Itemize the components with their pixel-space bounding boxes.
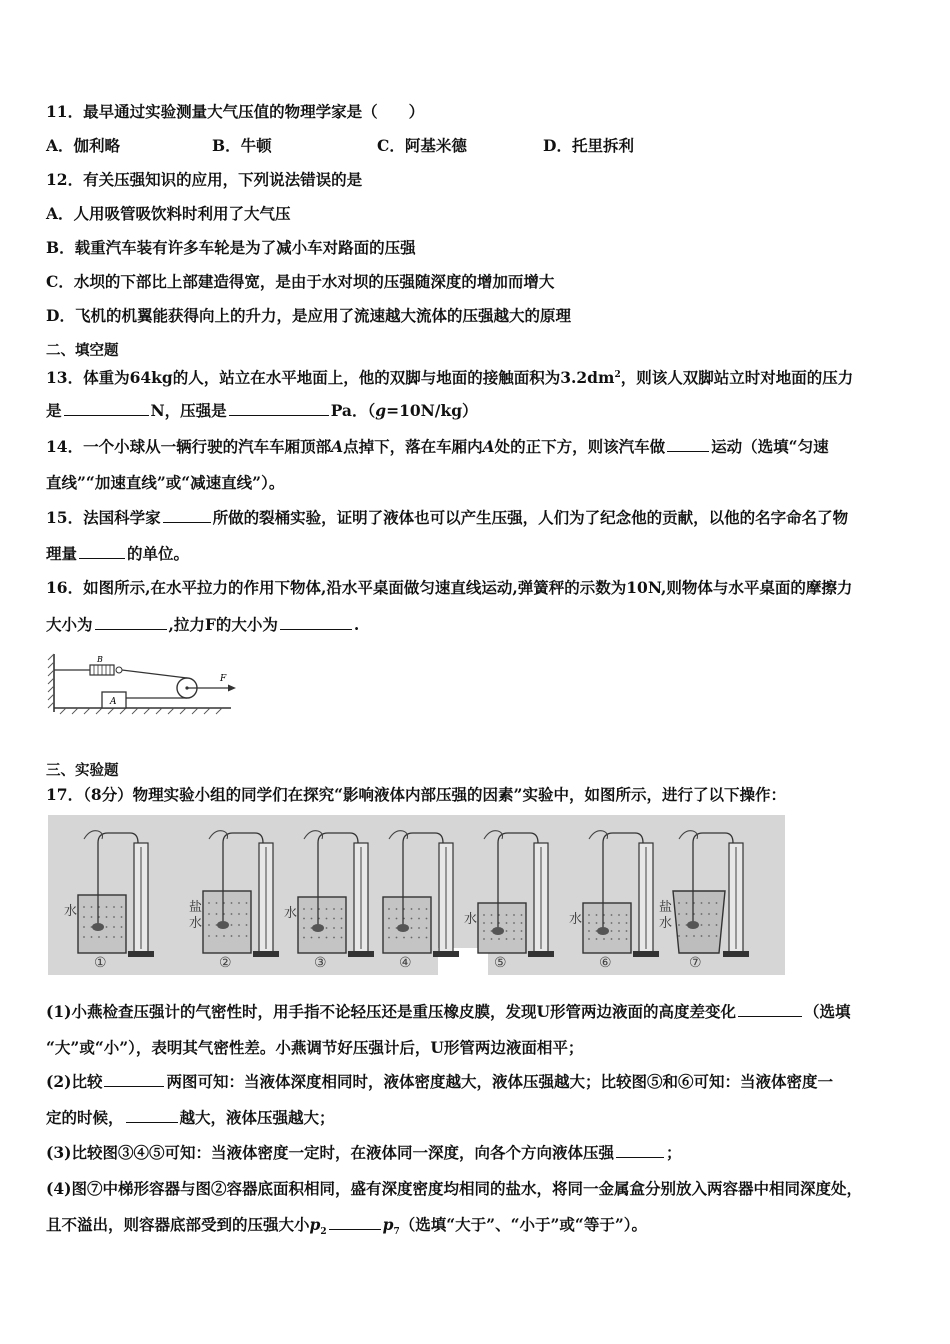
q17-part4-line1: (4)图⑦中梯形容器与图②容器底面积相同，盛有深度密度均相同的盐水，将同一金属盒分别放入两容器中相同深度处， [46,1179,862,1198]
probe-3 [312,924,324,932]
liquid-label-3: 水 [284,906,298,921]
probe-7 [687,921,699,929]
q16-text-a: 大小为 [46,615,93,634]
label-b: B [97,655,103,664]
section-fill-blank-heading: 二、填空题 [46,342,119,359]
liquid-label-7: 水 [659,916,673,931]
q17-p3-text-b: ； [665,1143,682,1162]
q12-stem: 12．有关压强知识的应用，下列说法错误的是 [46,170,363,189]
stand-base-6 [633,951,659,957]
q17-p2-text-a: (2)比较 [46,1072,103,1091]
figure-number-7: ⑦ [689,955,702,971]
q17-p7-symbol: p [382,1215,394,1234]
wall-hatch [48,654,54,708]
q17-pressure-experiment-figure [48,815,785,975]
q17-part3 [46,1142,681,1164]
q17-blank-factor[interactable] [126,1108,178,1123]
q14-text-b: 点掉下，落在车厢内 [343,437,483,456]
q16-text-c: . [353,615,360,634]
q17-stem: 17．（8分）物理实验小组的同学们在探究“影响液体内部压强的因素”实验中，如图所示，进行了以下操作： [46,785,786,804]
q13-text-f: =10N/kg） [386,401,478,420]
q17-blank-height-change[interactable] [738,1002,802,1017]
q12-option-d: D．飞机的机翼能获得向上的升力，是应用了流速越大流体的压强越大的原理 [46,306,571,325]
probe-5 [492,927,504,935]
liquid-label-1: 水 [64,904,78,919]
q15-text-c: 理量 [46,544,78,563]
q15-text-b: 所做的裂桶实验，证明了液体也可以产生压强，人们为了纪念他的贡献，以他的名字命名了物 [212,508,849,527]
q17-p1-text-a: (1)小燕检查压强计的气密性时，用手指不论轻压还是重压橡皮膜，发现U形管两边液面的高度差变化 [46,1002,736,1021]
figure-number-4: ④ [399,955,412,971]
figure-number-1: ① [94,955,107,971]
q14-text-d: 运动（选填“匀速 [711,437,829,456]
q17-p2-text-d: 越大，液体压强越大； [179,1108,335,1127]
q13-line1 [46,364,853,389]
q14-point-a1: A [331,437,344,456]
q11-option-d: D．托里拆利 [543,136,634,155]
q16-text-b: ,拉力F的大小为 [168,615,278,634]
q13-text-a: 13．体重为64kg的人，站立在水平地面上，他的双脚与地面的接触面积为3.2dm [46,368,615,388]
stand-base-3 [348,951,374,957]
container-4 [383,897,431,953]
q11-option-b: B．牛顿 [212,136,272,155]
q14-point-a2: A [482,437,495,456]
q13-line2 [46,400,478,422]
liquid-label-2: 盐 [189,900,203,915]
q13-sup: 2 [614,370,621,380]
stand-base-1 [128,951,154,957]
q15-blank-scientist[interactable] [163,508,211,523]
q13-blank-pressure[interactable] [229,401,329,416]
q17-p4-text-c: （选填“大于”、“小于”或“等于”）。 [399,1215,647,1234]
q17-p1-text-b: （选填 [803,1002,851,1021]
q16-blank-force[interactable] [280,615,352,630]
q16-blank-friction[interactable] [95,615,167,630]
q15-line1 [46,507,848,529]
force-arrow [228,685,236,692]
container-1 [78,895,126,953]
figure-number-3: ③ [314,955,327,971]
q17-p2-symbol: p [309,1215,321,1234]
stand-base-5 [528,951,554,957]
q17-p2-text-c: 定的时候， [46,1108,124,1127]
liquid-label-2: 水 [189,916,203,931]
label-a: A [110,697,117,707]
q12-option-c: C．水坝的下部比上部建造得宽，是由于水对坝的压强随深度的增加而增大 [46,272,555,291]
q17-part2-line2 [46,1107,335,1129]
q16-pulley-figure [46,650,246,716]
section-experiment-heading: 三、实验题 [46,762,119,779]
container-3 [298,897,346,953]
q13-text-e: Pa．（ [330,401,376,420]
q17-part2-line1 [46,1071,833,1093]
q17-p3-text-a: (3)比较图③④⑤可知：当液体密度一定时，在液体同一深度，向各个方向液体压强 [46,1143,614,1162]
q17-blank-compare[interactable] [329,1215,381,1230]
q17-blank-figures[interactable] [104,1072,164,1087]
q17-p2-text-b: 两图可知：当液体深度相同时，液体密度越大，液体压强越大；比较图⑤和⑥可知：当液体密度一 [166,1072,833,1091]
q17-p2-subscript: 2 [320,1227,327,1238]
probe-1 [92,923,104,931]
q15-text-a: 15．法国科学家 [46,508,161,527]
q16-line2 [46,614,359,636]
q17-part1-line1 [46,1001,851,1023]
q15-blank-quantity[interactable] [79,544,125,559]
q13-g-symbol: g [375,401,387,420]
liquid-label-5: 水 [464,912,478,927]
q17-part1-line2: “大”或“小”），表明其气密性差。小燕调节好压强计后，U形管两边液面相平； [46,1038,584,1057]
q17-part4-line2 [46,1214,647,1243]
q17-p7-subscript: 7 [393,1227,400,1238]
stand-base-2 [253,951,279,957]
figure-number-2: ② [219,955,232,971]
q15-line2 [46,543,189,565]
q14-text-c: 处的正下方，则该汽车做 [494,437,666,456]
probe-6 [597,927,609,935]
q13-blank-force[interactable] [64,401,149,416]
q16-line1: 16．如图所示,在水平拉力的作用下物体,沿水平桌面做匀速直线运动,弹簧秤的示数为10N,则物体与水平桌面的摩擦力 [46,578,853,597]
q17-p4-text-b: 且不溢出，则容器底部受到的压强大小 [46,1215,310,1234]
q12-option-a: A．人用吸管吸饮料时利用了大气压 [46,204,291,223]
q17-blank-directions[interactable] [616,1143,664,1158]
q11-stem: 11．最早通过实验测量大气压值的物理学家是（ ） [46,102,425,121]
q14-text-a: 14．一个小球从一辆行驶的汽车车厢顶部 [46,437,332,456]
probe-4 [397,924,409,932]
stand-base-7 [723,951,749,957]
label-f: F [220,674,227,684]
container-6 [583,903,631,953]
container-2 [203,891,251,953]
container-5 [478,903,526,953]
floor-hatch [60,708,222,714]
liquid-label-6: 水 [569,912,583,927]
q12-option-b: B．载重汽车装有许多车轮是为了减小车对路面的压强 [46,238,416,257]
liquid-label-7: 盐 [659,900,673,915]
figure-number-6: ⑥ [599,955,612,971]
container-7 [673,891,725,953]
figure-number-5: ⑤ [494,955,507,971]
probe-2 [217,921,229,929]
q14-line2: 直线”“加速直线”或“减速直线”）。 [46,473,285,492]
q15-text-d: 的单位。 [127,544,190,563]
q13-text-d: N，压强是 [150,401,227,420]
q13-text-c: 是 [46,401,62,420]
q13-text-b: ，则该人双脚站立时对地面的压力 [620,368,854,388]
q14-line1 [46,436,829,458]
stand-base-4 [433,951,459,957]
q14-blank-motion[interactable] [667,437,709,452]
q11-option-c: C．阿基米德 [377,136,467,155]
q11-option-a: A．伽利略 [46,136,121,155]
